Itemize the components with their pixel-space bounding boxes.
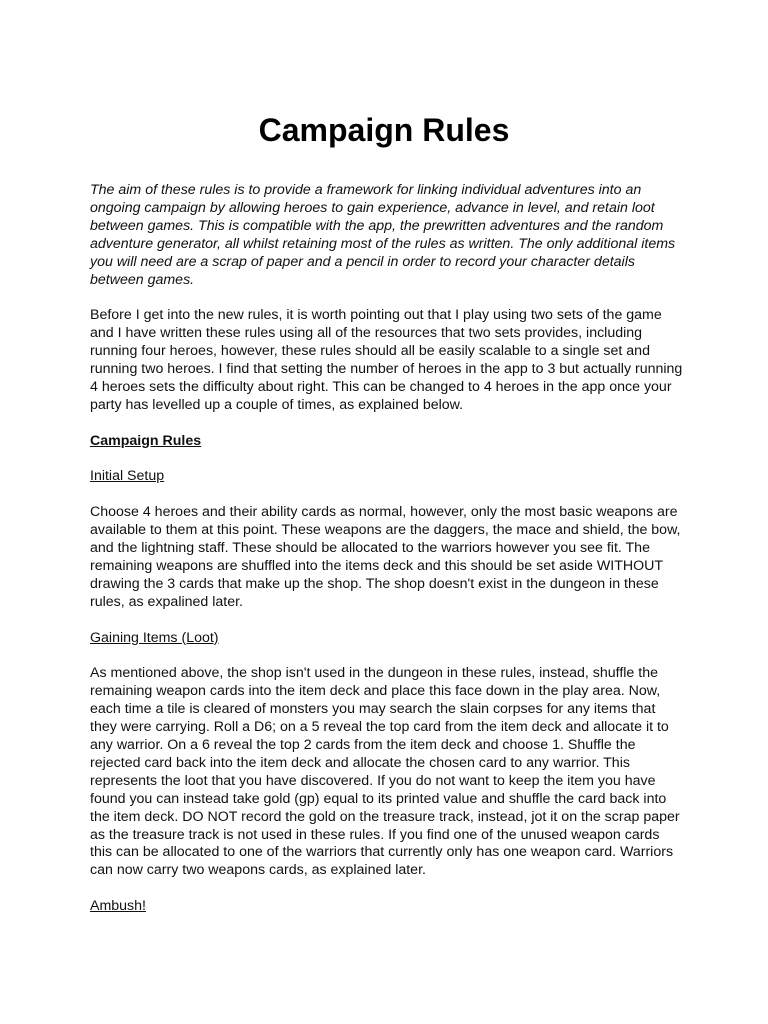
subheading-gaining-items: Gaining Items (Loot) — [90, 629, 219, 646]
page-title: Campaign Rules — [258, 112, 510, 148]
initial-setup-paragraph: Choose 4 heroes and their ability cards as normal, however, only the most basic weapons are available to them at this point. These weapons are the daggers, the mace and shield, the bow, and the lightning staff. These should be allocated to the warriors however you see fit. The remaining weapons are shuffled into the items deck and this should be set aside WITHOUT drawing the 3 cards that make up the shop. The shop doesn't exist in the dungeon in these rules, as expalined later. — [90, 504, 681, 610]
subheading-initial-setup: Initial Setup — [90, 468, 165, 485]
section-heading-campaign-rules: Campaign Rules — [90, 432, 202, 449]
gaining-items-paragraph: As mentioned above, the shop isn't used in the dungeon in these rules, instead, shuffle the remaining weapon cards into the item deck and place this face down in the play area. Now, each time a tile is cleared of monsters you may search the slain corpses for any items that they were carrying. Roll a D6; on a 5 reveal the top card from the item deck and allocate it to any warrior. On a 6 reveal the top 2 cards from the item deck and choose 1. Shuffle the rejected card back into the item deck and allocate the chosen card to any warrior. This represents the loot that you have discovered. If you do not want to keep the item you have found you can instead take gold (gp) equal to its printed value and shuffle the card back into the item deck. DO NOT record the gold on the treasure track, instead, jot it on the scrap paper as the treasure track is not used in these rules. If you find one of the unused weapon cards this can be allocated to one of the warriors that currently only has one weapon card. Warriors can now carry two weapons cards, as explained later. — [90, 665, 680, 879]
intro-paragraph: The aim of these rules is to provide a framework for linking individual adventures into an ongoing campaign by allowing heroes to gain experience, advance in level, and retain loot between games. This is compatible with the app, the prewritten adventures and the random adventure generator, all whilst retaining most of the rules as written. The only additional items you will need are a scrap of paper and a pencil in order to record your character details between games. — [90, 182, 676, 288]
subheading-ambush: Ambush! — [90, 898, 146, 915]
preface-paragraph: Before I get into the new rules, it is worth pointing out that I play using two sets of the game and I have written these rules using all of the resources that two sets provides, including running four heroes, however, these rules should all be easily scalable to a single set and running two heroes. I find that setting the number of heroes in the app to 3 but actually running 4 heroes sets the difficulty about right. This can be changed to 4 heroes in the app once your party has levelled up a couple of times, as explained below. — [90, 307, 683, 413]
document-body — [90, 182, 684, 934]
